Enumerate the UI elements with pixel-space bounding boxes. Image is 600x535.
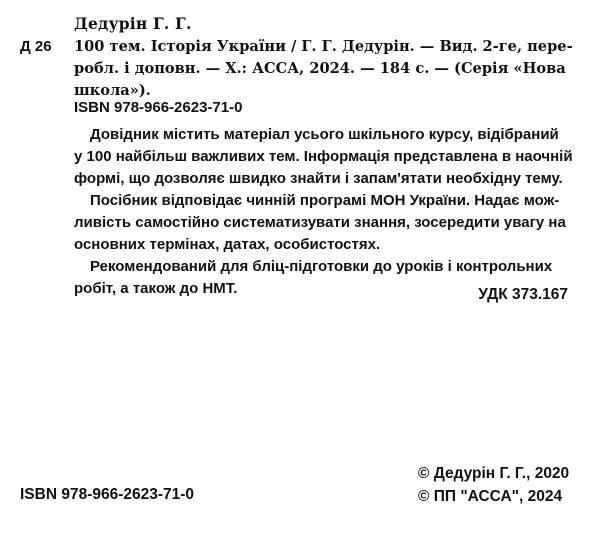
biblio-line: робл. і доповн. — Х.: АССА, 2024. — 184 с. — (Серія «Нова bbox=[74, 60, 566, 77]
abstract-line: робіт, а також до НМТ. bbox=[74, 280, 238, 297]
abstract-line: ливість самостійно систематизувати знання, зосередити увагу на bbox=[74, 214, 566, 231]
abstract-line: основних термінах, датах, особистостях. bbox=[74, 236, 381, 253]
abstract-line: формі, що дозволяє швидко знайти і запам'ятати необхідну тему. bbox=[74, 170, 563, 187]
abstract-line: Рекомендований для бліц-підготовки до уроків і контрольних bbox=[90, 258, 553, 275]
udk-code: УДК 373.167 bbox=[478, 286, 568, 303]
abstract-line: у 100 найбільш важливих тем. Інформація представлена в наочній bbox=[74, 148, 573, 165]
author-heading: Дедурін Г. Г. bbox=[74, 14, 192, 33]
call-number: Д 26 bbox=[20, 38, 52, 55]
abstract-line: Посібник відповідає чинній програмі МОН України. Надає мож- bbox=[90, 192, 560, 209]
bibliographic-description bbox=[74, 36, 590, 102]
isbn-top: ISBN 978-966-2623-71-0 bbox=[74, 99, 243, 116]
biblio-line: 100 тем. Історія України / Г. Г. Дедурін. — Вид. 2-ге, пере- bbox=[74, 38, 573, 55]
copyright-line: © Дедурін Г. Г., 2020 bbox=[418, 465, 570, 482]
abstract bbox=[74, 124, 594, 300]
abstract-line: Довідник містить матеріал усього шкільного курсу, відібраний bbox=[90, 126, 559, 143]
copyright-line: © ПП "АССА", 2024 bbox=[418, 488, 563, 505]
isbn-bottom: ISBN 978-966-2623-71-0 bbox=[20, 486, 195, 503]
copyright-block bbox=[418, 462, 569, 508]
biblio-line: школа»). bbox=[74, 82, 151, 99]
